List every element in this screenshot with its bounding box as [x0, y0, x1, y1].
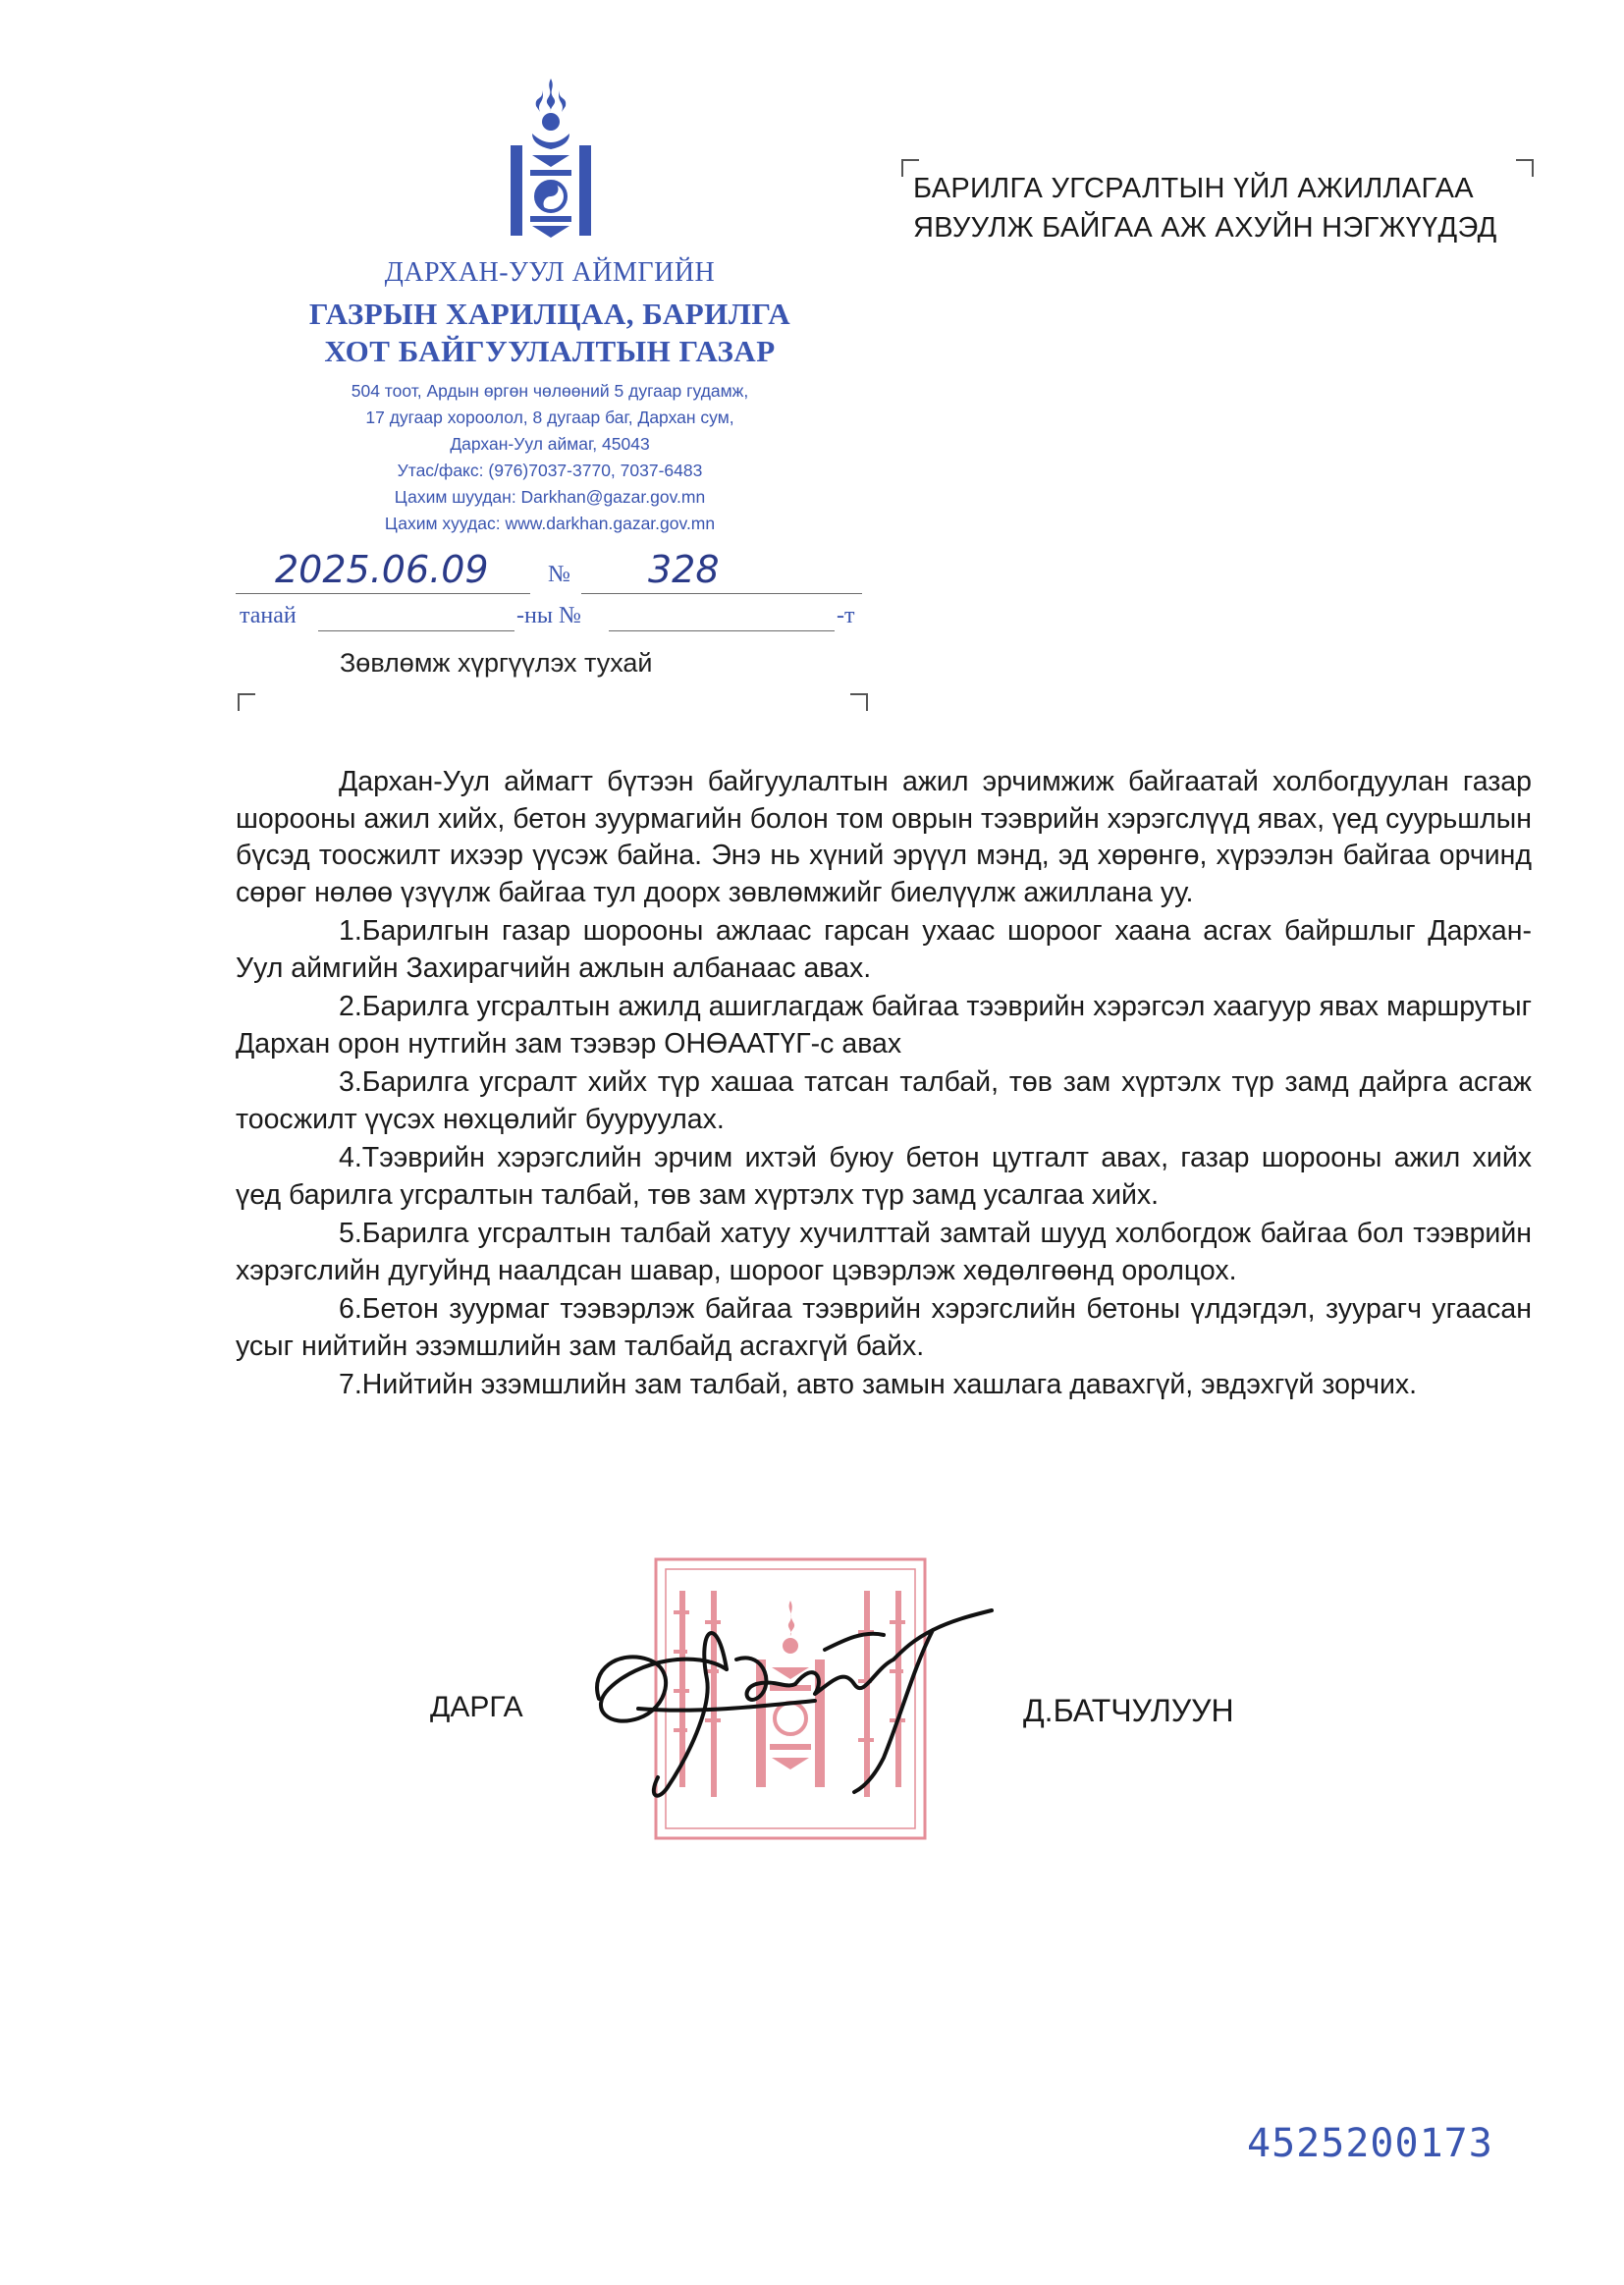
tanai-underline [318, 630, 514, 631]
bracket-corner [850, 693, 868, 711]
item-text: Барилга угсралтын талбай хатуу хучилттай замтай шууд холбогдож байгаа бол тээврийн хэрэгслийн дугуйнд наалдсан шавар, шороог цэвэрлэж хөдөлгөөнд оролцох. [236, 1218, 1532, 1286]
item-text: Барилга угсралт хийх түр хашаа татсан талбай, төв зам хүртэлх түр замд дайрга асгаж тоосжилт үүсэх нөхцөлийг бууруулах. [236, 1066, 1532, 1135]
address-line: Дархан-Уул аймаг, 45043 [450, 434, 650, 454]
item-number: 3. [339, 1066, 362, 1098]
ref-number-underline [609, 630, 835, 631]
soyombo-emblem-icon [507, 77, 595, 242]
item-number: 7. [339, 1369, 362, 1400]
org-name-line3: ХОТ БАЙГУУЛАЛТЫН ГАЗАР [324, 334, 776, 368]
bracket-corner [1516, 159, 1534, 177]
subject-line: Зөвлөмж хүргүүлэх тухай [340, 648, 653, 678]
list-item [236, 1216, 1532, 1289]
t-suffix: -т [837, 603, 855, 628]
item-number: 2. [339, 991, 362, 1022]
ny-label: -ны № [516, 603, 581, 628]
list-item [236, 1064, 1532, 1138]
item-text: Барилга угсралтын ажилд ашиглагдаж байгаа тээврийн хэрэгсэл хаагуур явах маршрутыг Дархан орон нутгийн зам тээвэр ОНӨААТҮГ-с авах [236, 991, 1532, 1060]
item-text: Нийтийн эзэмшлийн зам талбай, авто замын хашлага давахгүй, эвдэхгүй зорчих. [361, 1369, 1418, 1400]
address-line: 17 дугаар хороолол, 8 дугаар баг, Дархан сум, [365, 408, 734, 427]
document-date: 2025.06.09 [275, 548, 489, 591]
address-line: 504 тоот, Ардын өргөн чөлөөний 5 дугаар гудамж, [351, 381, 749, 401]
bracket-corner [238, 693, 255, 711]
list-item [236, 989, 1532, 1062]
item-number: 6. [339, 1293, 362, 1325]
org-name-line1: ДАРХАН-УУЛ АЙМГИЙН [384, 257, 716, 288]
signatory-name: Д.БАТЧУЛУУН [1023, 1693, 1234, 1728]
number-underline [581, 593, 862, 594]
item-text: Тээврийн хэрэгслийн эрчим ихтэй буюу бетон цутгалт авах, газар шорооны ажил хийх үед барилга угсралтын талбай, төв зам хүртэлх түр замд усалгаа хийх. [236, 1142, 1532, 1211]
item-number: 1. [339, 915, 362, 947]
org-name-line2: ГАЗРЫН ХАРИЛЦАА, БАРИЛГА [308, 297, 791, 331]
org-contact-block [236, 378, 864, 537]
addressee-line: БАРИЛГА УГСРАЛТЫН ҮЙЛ АЖИЛЛАГАА [913, 173, 1474, 204]
handwritten-signature [579, 1591, 1001, 1817]
list-item [236, 913, 1532, 987]
website-line: Цахим хуудас: www.darkhan.gazar.gov.mn [384, 514, 716, 533]
number-label: № [548, 562, 570, 587]
date-number-line [236, 548, 864, 597]
document-number: 328 [648, 548, 720, 591]
phone-line: Утас/факс: (976)7037-3770, 7037-6483 [397, 461, 703, 480]
item-number: 4. [339, 1142, 362, 1173]
letter-body [236, 764, 1532, 1406]
item-number: 5. [339, 1218, 362, 1249]
list-item [236, 1140, 1532, 1214]
reference-line [236, 599, 864, 638]
tanai-label: танай [240, 603, 297, 628]
addressee-line: ЯВУУЛЖ БАЙГАА АЖ АХУЙН НЭГЖҮҮДЭД [913, 212, 1497, 244]
document-serial-number: 4525200173 [1247, 2121, 1493, 2166]
addressee-block [913, 169, 1497, 247]
list-item [236, 1291, 1532, 1365]
item-text: Барилгын газар шорооны ажлаас гарсан ухаас шороог хаана асгах байршлыг Дархан-Уул аймгийн Захирагчийн ажлын албанаас авах. [236, 915, 1532, 984]
signatory-title: ДАРГА [430, 1691, 523, 1723]
date-underline [236, 593, 530, 594]
item-text: Бетон зуурмаг тээвэрлэж байгаа тээврийн хэрэгслийн бетоны үлдэгдэл, зуурагч угаасан усыг нийтийн эзэмшлийн зам талбайд асгахгүй байх. [236, 1293, 1532, 1362]
list-item [236, 1367, 1532, 1404]
email-line: Цахим шуудан: Darkhan@gazar.gov.mn [394, 487, 706, 507]
intro-paragraph: Дархан-Уул аймагт бүтээн байгуулалтын ажил эрчимжиж байгаатай холбогдуулан газар шорооны ажил хийх, бетон зуурмагийн болон том оврын тээврийн хэрэгслүүд явах, үед суурьшлын бүсэд тоосжилт ихээр үүсэж байна. Энэ нь хүний эрүүл мэнд, эд хөрөнгө, хүрээлэн байгаа орчинд сөрөг нөлөө үзүүлж байгаа тул доорх зөвлөмжийг биелүүлж ажиллана уу. [236, 766, 1532, 908]
